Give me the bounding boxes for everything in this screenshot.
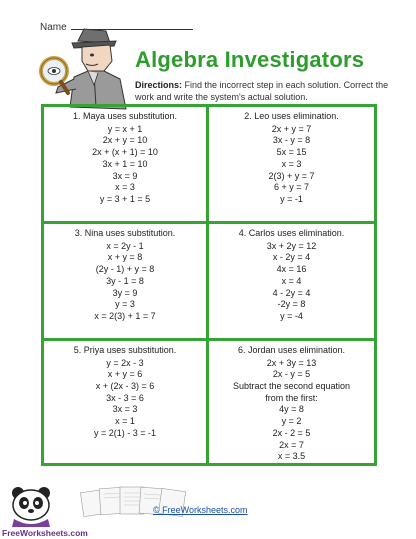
step-line: x + y = 6 xyxy=(107,369,143,380)
problem-2 xyxy=(209,107,374,224)
step-line: x + (2x - 3) = 6 xyxy=(95,381,155,392)
step-line: 4 - 2y = 4 xyxy=(272,287,311,298)
step-line: x = 4 xyxy=(281,275,302,286)
step-line: 2(3) + y = 7 xyxy=(268,170,315,181)
step-line: y = x + 1 xyxy=(107,123,143,134)
step-line: 3x - 3 = 6 xyxy=(106,392,144,403)
step-line: (2y - 1) + y = 8 xyxy=(95,264,155,275)
step-line: x - 2y = 4 xyxy=(272,252,311,263)
problem-grid xyxy=(41,104,377,466)
step-line: y = 3 + 1 = 5 xyxy=(99,193,151,204)
directions-text: Find the incorrect step in each solution. Correct the work and write the system's actual solution. xyxy=(135,80,389,102)
step-line: x = 1 xyxy=(115,416,135,427)
step-line: x = 3 xyxy=(281,158,302,169)
step-line: x = 2(3) + 1 = 7 xyxy=(94,310,156,321)
detective-illustration xyxy=(40,27,130,109)
name-label: Name xyxy=(40,22,67,33)
problem-heading: 1. Maya uses substitution. xyxy=(72,111,178,121)
problem-6 xyxy=(209,341,374,463)
step-line: 2x + y = 7 xyxy=(271,123,312,134)
step-line: 2x + (x + 1) = 10 xyxy=(92,147,158,158)
problem-heading: 2. Leo uses elimination. xyxy=(244,111,339,121)
problem-heading: 6. Jordan uses elimination. xyxy=(237,344,346,355)
step-line: x + y = 8 xyxy=(107,252,143,263)
problem-5 xyxy=(44,341,209,463)
step-line: 3x + 1 = 10 xyxy=(102,158,148,169)
step-line: y = 2(1) - 3 = -1 xyxy=(93,427,157,438)
step-line: 6 + y = 7 xyxy=(273,182,310,193)
step-line: 5x = 15 xyxy=(276,147,307,158)
step-line: y = 2 xyxy=(281,416,302,427)
step-line: y = 2x - 3 xyxy=(106,357,144,368)
problem-heading: 5. Priya uses substitution. xyxy=(73,344,177,355)
step-line: 2x + 3y = 13 xyxy=(266,357,317,368)
footer-link[interactable]: © FreeWorksheets.com xyxy=(153,505,248,515)
step-line: 3y = 9 xyxy=(112,287,138,298)
step-line: x = 3.5 xyxy=(277,451,306,462)
step-line: 3y - 1 = 8 xyxy=(106,275,144,286)
step-line: 2x + y = 10 xyxy=(102,135,148,146)
directions-label: Directions: xyxy=(135,80,183,90)
step-line: 3x + 2y = 12 xyxy=(266,240,317,251)
step-line: x = 3 xyxy=(115,182,135,193)
step-line: 3x - y = 8 xyxy=(272,135,311,146)
problem-heading: 3. Nina uses substitution. xyxy=(74,227,176,238)
step-line: 3x = 3 xyxy=(112,404,138,415)
problem-1 xyxy=(44,107,209,224)
step-line: 2x - y = 5 xyxy=(272,369,311,380)
step-line: x = 2y - 1 xyxy=(106,240,144,251)
step-line: -2y = 8 xyxy=(277,299,306,310)
logo-text: FreeWorksheets.com xyxy=(2,528,88,538)
step-line: 4y = 8 xyxy=(279,404,304,415)
step-line: y = -1 xyxy=(280,193,303,204)
step-line: 2x = 7 xyxy=(279,439,304,450)
step-line: y = 3 xyxy=(115,299,135,310)
problem-4 xyxy=(209,224,374,341)
step-line: y = -4 xyxy=(280,310,303,321)
directions xyxy=(135,79,395,103)
problem-3 xyxy=(44,224,209,341)
step-line: 3x = 9 xyxy=(112,170,138,181)
problem-heading: 4. Carlos uses elimination. xyxy=(238,227,345,238)
step-line: 4x = 16 xyxy=(276,264,307,275)
step-line: 2x - 2 = 5 xyxy=(272,427,311,438)
panda-logo xyxy=(0,485,88,539)
step-line: Subtract the second equation from the first: xyxy=(232,381,351,403)
page-title: Algebra Investigators xyxy=(135,47,365,72)
